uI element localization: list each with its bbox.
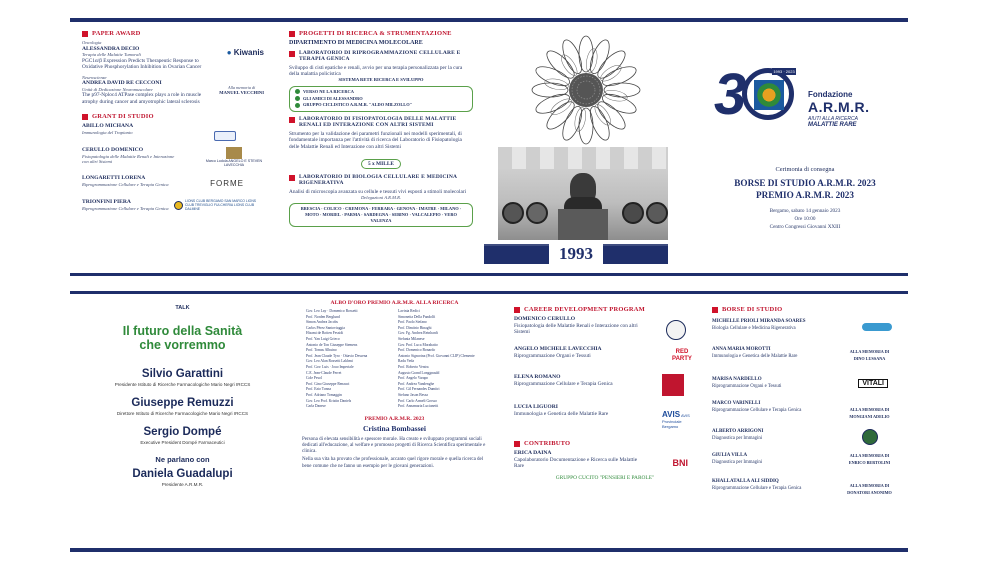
red-party-logo: RED PARTY: [672, 349, 692, 362]
borsa-name: GIULIA VILLA: [712, 453, 748, 458]
sponsor-logo: [662, 374, 684, 396]
paper-award-heading: PAPER AWARD: [82, 30, 264, 37]
premio-text: Persona di elevata sensibilità e spessore morale. Ha creato e sviluppato programmi sociali dedicati all'educazione, al welfare e promosso progetti di Ricerca Scientifica sperimentale e clinica.: [302, 436, 486, 455]
sponsor-logo: Marco Lodola ANGELO E STEVEN LAVECCHIA: [204, 147, 264, 167]
lions-club-logo: LIONS CLUB BERGAMO SAN MARCO LIONS CLUB TREVIGLIO FULCHERIA LIONS CLUB DALMINE: [174, 199, 264, 211]
albo-panel: [302, 300, 487, 545]
premio-text: Nella sua vita ha provato che professionale, accanto quel rigore morale e quella ricerca del bene comune che ne fanno un esempio per le giovani generazioni.: [302, 457, 484, 469]
grant-name: LONGARETTI LORENA: [82, 175, 146, 182]
lab1-title: LABORATORIO DI RIPROGRAMMAZIONE CELLULARE E TERAPIA GENICA: [289, 50, 473, 62]
sponsor-logo: [862, 323, 892, 331]
year-label: 1993: [549, 244, 603, 264]
cover-title-2: PREMIO A.R.M.R. 2023: [756, 190, 854, 200]
kiwanis-logo: ● Kiwanis: [226, 48, 264, 57]
projects-panel: [289, 30, 473, 270]
borse-heading: BORSE DI STUDIO: [712, 306, 892, 313]
career-role: Immunologia e Genetica delle Malattie Rare: [514, 410, 609, 417]
speaker-role: Direttore Istituto di Ricerche Farmacologiche Mario Negri IRCCS: [116, 411, 249, 416]
lab1-sponsor: SISTEMA RETE RICERCA E SVILUPPO: [338, 77, 424, 83]
ceremony-photo: [498, 147, 668, 240]
borsa-name: MARCO VARINELLI: [712, 401, 761, 406]
borsa-name: MARISA NARDELLO: [712, 377, 762, 382]
talk-title: Il futuro della Sanità che vorremmo: [122, 324, 243, 352]
contributo-heading: CONTRIBUTO: [514, 440, 696, 447]
paper-award-role: Unità di Dedicazione Neuromuscolare: [82, 86, 153, 92]
event-venue: Centro Congressi Giovanni XXIII: [769, 224, 841, 230]
borsa-name: MICHELLE PRIOLI MIRANDA SOARES: [712, 319, 806, 324]
cover-text: [710, 166, 900, 230]
grant-role: Riprogrammazione Cellulare e Terapia Genica: [82, 181, 169, 187]
sponsor-logo: [862, 429, 878, 445]
memorial-sponsor: Alla memoria di MANUEL VECCHINI: [219, 84, 264, 96]
delegazioni-box: BRESCIA · COLICO · CREMONA · FERRARA · GENOVA · IMATRE · MILANO · MOTO · MORIEL · PARMA · SARDEGNA · SEBINO · VALCALEPIO · VERO VALENZA: [289, 203, 473, 227]
borsa-role: Riprogrammazione Cellulare e Terapia Genica: [712, 407, 802, 413]
paper-award-title: PGC1α/β Expression Predicts Therapeutic Response to Oxidative Phosphorylation Inhibition in Ovarian Cancer: [82, 57, 202, 71]
forme-logo: FORME: [210, 179, 244, 189]
borsa-role: Diagnostica per Immagini: [712, 435, 763, 441]
event-time: Ore 10:00: [794, 216, 816, 222]
sunflower-emblem: [530, 34, 642, 146]
borsa-name: ANNA MARIA MOROTTI: [712, 347, 771, 352]
bottom-rule: [70, 548, 908, 552]
lab1-text: Sviluppo di cisti epatiche e renali, avvio per una terapia personalizzata per la cura della malattia policistica: [289, 64, 463, 77]
armr-logo: 3 1993 · 2023 Fondazione A.R.M.R. AIUTI ALLA RICERCA MALATTIE RARE: [714, 62, 870, 128]
borsa-role: Biologia Cellulare e Medicina Rigenerativa: [712, 325, 796, 331]
vitali-logo: VITALI: [858, 379, 888, 388]
career-role: Riprogrammazione Organi e Tessuti: [514, 352, 591, 359]
borsa-role: Riprogrammazione Cellulare e Terapia Genica: [712, 485, 802, 491]
grant-role: Riprogrammazione Cellulare e Terapia Genica: [82, 205, 169, 211]
department-title: DIPARTIMENTO DI MEDICINA MOLECOLARE: [289, 40, 423, 46]
grant-heading: GRANT DI STUDIO: [82, 113, 264, 120]
moderator-role: Presidente A.R.M.R.: [161, 482, 204, 487]
premio-heading: PREMIO A.R.M.R. 2023: [364, 415, 425, 422]
memorial-sponsor: ALLA MEMORIA DI MONGIANI ADELIO: [849, 407, 890, 419]
lab1-sponsor-list: VERSO NE LA RICERCA GLI AMICI DI ALESSANDRO GRUPPO CICLISTICO A.R.M.R. "ALDO MILZOLLO": [289, 86, 473, 112]
speaker-name: Silvio Garattini: [141, 368, 224, 380]
lab2-text: Strumento per la validazione dei parametri funzionali nei modelli sperimentali, di fondamentale importanza per l'attività di ricerca del Laboratorio di Fisiopatologia delle Malattie Renali ed Interazione con altri Sistemi: [289, 130, 462, 150]
event-date: Bergamo, sabato 14 gennaio 2023: [769, 208, 841, 214]
lab2-title: LABORATORIO DI FISIOPATOLOGIA DELLE MALATTIE RENALI ED INTERAZIONE CON ALTRI SISTEMI: [289, 116, 473, 128]
cover-title-1: BORSE DI STUDIO A.R.M.R. 2023: [734, 178, 876, 188]
albo-heading: ALBO D'ORO PREMIO A.R.M.R. ALLA RICERCA: [330, 300, 459, 306]
five-per-mille-badge: 5 x MILLE: [361, 159, 401, 169]
paper-award-title: The p97-Nploc4 ATPase complex plays a role in muscle atrophy during cancer and amyotrophic lateral sclerosis: [82, 92, 202, 105]
grant-role: Fisiopatologia delle Malattie Renali e Interazione con altri Sistemi: [82, 153, 175, 165]
career-name: LUCIA LIGUORI: [514, 404, 558, 410]
contributo-name: ERICA DAINA: [514, 450, 552, 456]
moderator-label: Ne parlano con: [155, 455, 210, 464]
paper-award-role: Terapia delle Malattie Tumorali: [82, 52, 141, 58]
albo-col-1: Gov. Leo Lay · Domenico Rossetti Prof. Norden Berglund Simon Andrea Jacobs Carlos Pérez Santoviaggia Hisami de Rotten Fessidi Prof. Yan Luigi Grieco Antonio de Ton Giuseppe Siemens Prof. Tomas Albuino Prof. Jean Claude Tyro · Ottavio Dessena Gov. Leo Alan Rossetti Lakhmi Prof. Gov. Luis · Joao Imperiale C.E. Jean-Claude Ferret Cole Pesol Prof. Gino Giuseppe Renauci Prof. Ezio Tonna Prof. Adriano Tomaggin Gov. Leo Prof. Kristin Daniels Carla Danese: [306, 309, 368, 409]
premio-name: Cristina Bombassei: [362, 423, 427, 433]
talk-label: TALK: [175, 305, 190, 311]
grant-name: CERULLO DOMENICO: [82, 147, 144, 154]
memorial-sponsor: ALLA MEMORIA DI DONATORI ANONIMO: [847, 483, 892, 495]
borsa-name: ALBERTO ARRIGONI: [712, 429, 764, 434]
bni-logo: BNI: [672, 458, 688, 468]
borsa-role: Immunologia e Genetica delle Malattie Rare: [712, 353, 798, 359]
borsa-role: Riprogrammazione Organi e Tessuti: [712, 383, 782, 389]
paper-award-panel: [82, 30, 264, 270]
albo-col-2: Lavinia Redici Simonetta Della Pandolfi Prof. Paolo Stefano Prof. Dimitrio Binaghi Gov. Fg. Andrea Reinhardt Stefania Milanese Gov. Prof. Luca Morabatto Prof. Domenico Bonardo Antonio Signorina (Prof. Giovanni CLIP) Clemente Radu Veda Prof. Roberto Ventra Augusto Grand Longgnauld Prof. Angelo Varapo Prof. Andrea Vandenghe Prof. Gil Fernandes Dumitri Stefano Jason Bessa Prof. Carlo Armeli Grosso Prof. Annamaria Lucianetti: [398, 309, 475, 409]
grant-name: TRIONFINI PIERA: [82, 199, 131, 206]
lab3-sponsor: Delegazioni A.R.M.R.: [360, 195, 402, 201]
top-bottom-rule: [70, 273, 908, 276]
grant-name: ABILLO MICHANA: [82, 123, 134, 130]
top-rule: [70, 18, 908, 22]
avis-logo: AVIS AVIS Provinciale Bergamo: [662, 410, 690, 429]
seal-logo: [666, 320, 686, 340]
year-banner: [484, 244, 668, 264]
borsa-role: Diagnostica per Immagini: [712, 459, 763, 465]
contributo-group: GRUPPO CUCITO "PENSIERI E PAROLE": [555, 475, 655, 482]
grant-role: Immunologia del Trapianto: [82, 129, 133, 135]
career-name: ANGELO MICHELE LAVECCHIA: [514, 346, 602, 352]
moderator-name: Daniela Guadalupi: [132, 468, 233, 480]
talk-panel: [80, 305, 285, 487]
career-name: DOMENICO CERULLO: [514, 316, 576, 322]
speaker-role: Presidente Istituto di Ricerche Farmacologiche Mario Negri IRCCS: [114, 382, 251, 387]
speaker-role: Executive President Dompé Farmaceutici: [140, 440, 225, 445]
career-name: ELENA ROMANO: [514, 374, 561, 380]
paper-award-category: Neuroscienze: [82, 74, 107, 80]
bottom-top-rule: [70, 291, 908, 294]
contributo-role: Capolaboratorio Documentazione e Ricerca sulle Malattie Rare: [514, 456, 638, 469]
ceremony-label: Cerimonia di consegna: [775, 166, 835, 173]
lab3-title: LABORATORIO DI BIOLOGIA CELLULARE E MEDICINA RIGENERATIVA: [289, 174, 473, 186]
career-role: Fisiopatologia delle Malattie Renali e Interazione con altri Sistemi: [514, 322, 638, 335]
speaker-name: Giuseppe Remuzzi: [131, 397, 234, 409]
career-panel: [514, 306, 696, 544]
memorial-sponsor: ALLA MEMORIA DI ENRICO BERTOLINI: [848, 453, 891, 465]
borse-panel: [712, 306, 892, 544]
memorial-sponsor: ALLA MEMORIA DI DINO LUSSANA: [849, 349, 890, 361]
career-role: Riprogrammazione Cellulare e Terapia Genica: [514, 380, 613, 387]
borsa-name: KHALLATALLA ALI SIDDIQ: [712, 479, 779, 484]
projects-heading: PROGETTI DI RICERCA & STRUMENTAZIONE: [289, 30, 473, 37]
speaker-name: Sergio Dompé: [143, 426, 222, 438]
paper-award-name: ALESSANDRA DECIO: [82, 45, 140, 52]
paper-award-name: ANDREA DAVID RE CECCONI: [82, 80, 162, 87]
paper-award-category: Oncologia: [82, 40, 102, 45]
sponsor-logo: [214, 131, 236, 141]
lab3-text: Analisi di microscopia avanzata su cellule e tessuti vivi esposti a stimoli molecolari: [289, 189, 467, 195]
career-heading: CAREER DEVELOPMENT PROGRAM: [514, 306, 696, 313]
